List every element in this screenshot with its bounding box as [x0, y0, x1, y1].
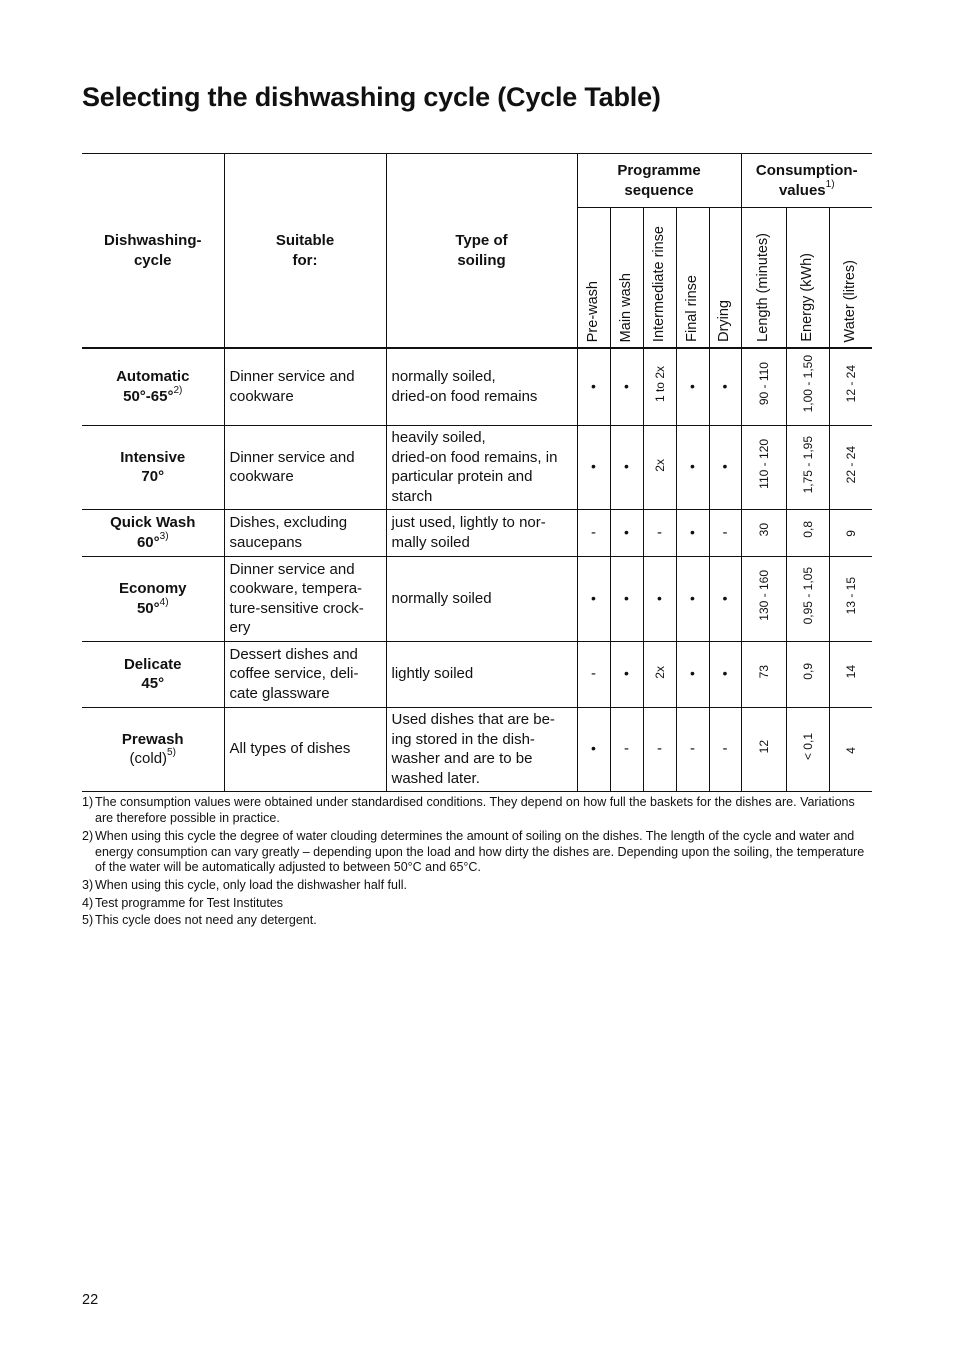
col-drying-label: Drying: [716, 300, 733, 342]
soiling-cell: [386, 348, 577, 425]
soiling-cell: [386, 641, 577, 707]
intermediate-value: •: [657, 589, 662, 606]
cycle-name-cell: [82, 556, 224, 641]
prewash-cell: [577, 556, 610, 641]
cycle-table: [82, 153, 872, 792]
col-water-label: Water (litres): [842, 259, 858, 342]
col-prewash-label: Pre-wash: [584, 280, 601, 342]
suitable-cell-text: All types of dishes: [229, 740, 351, 758]
header-consumption-group: [741, 154, 872, 208]
energy-value: 0,8: [800, 521, 815, 539]
energy-cell: [786, 425, 829, 509]
col-finalrinse-label: Final rinse: [683, 275, 700, 342]
cycle-temperature: 50°-65°: [123, 387, 174, 405]
cycle-temperature: 50°: [136, 599, 160, 617]
suitable-cell: [224, 509, 386, 556]
cycle-temperature: 60°: [136, 533, 160, 551]
finalrinse-value: •: [690, 523, 695, 540]
suitable-cell-text: Dinner service and cookware: [229, 448, 355, 485]
col-mainwash-label: Main wash: [617, 272, 634, 342]
drying-value: -: [722, 740, 728, 758]
prewash-value: •: [591, 378, 596, 394]
finalrinse-value: •: [690, 458, 695, 475]
water-value: 22 - 24: [843, 445, 858, 483]
prewash-value: •: [591, 458, 596, 475]
header-cycle-label: Dishwashing- cycle: [103, 232, 202, 269]
length-cell: [741, 509, 786, 556]
col-intermediate: [643, 208, 676, 349]
table-row: [82, 641, 872, 707]
drying-cell: [709, 556, 741, 641]
col-intermediate-label: Intermediate rinse: [650, 225, 667, 342]
length-value: 30: [756, 523, 771, 537]
suitable-cell-text: Dessert dishes and coffee service, deli- cate glassware: [229, 645, 359, 702]
water-cell: [829, 425, 872, 509]
cycle-name: Prewash: [121, 730, 184, 748]
energy-value: 0,95 - 1,05: [800, 567, 815, 625]
header-sequence-group: [577, 154, 741, 208]
length-value: 110 - 120: [756, 439, 771, 490]
drying-cell: [709, 348, 741, 425]
finalrinse-cell: [676, 641, 709, 707]
intermediate-value: -: [657, 740, 662, 758]
finalrinse-cell: [676, 509, 709, 556]
water-cell: [829, 641, 872, 707]
prewash-cell: [577, 707, 610, 791]
mainwash-value: -: [624, 740, 629, 758]
energy-cell: [786, 509, 829, 556]
cycle-name-cell: [82, 509, 224, 556]
suitable-cell-text: Dinner service and cookware, tempera- ture-sensitive crock- ery: [229, 560, 364, 636]
footnote-text: This cycle does not need any detergent.: [95, 913, 317, 927]
footnote-number: 1): [82, 795, 94, 809]
length-value: 73: [756, 664, 771, 679]
drying-value: •: [722, 458, 728, 475]
water-value: 13 - 15: [843, 577, 858, 615]
header-sequence-label: Programme sequence: [617, 162, 701, 199]
intermediate-cell: [643, 509, 676, 556]
footnote-number: 3): [82, 878, 94, 892]
soiling-cell-text: Used dishes that are be- ing stored in the dish- washer and are to be washed later.: [391, 711, 555, 787]
water-value: 14: [843, 664, 858, 679]
page-number: 22: [82, 1292, 99, 1308]
mainwash-cell: [610, 556, 643, 641]
water-value: 4: [843, 746, 858, 754]
drying-value: -: [722, 523, 728, 541]
soiling-cell: [386, 425, 577, 509]
intermediate-value: 2x: [652, 458, 667, 472]
soiling-cell: [386, 509, 577, 556]
header-suitable-label: Suitable for:: [275, 232, 335, 269]
drying-cell: [709, 509, 741, 556]
energy-value: 0,9: [800, 662, 815, 680]
soiling-cell: [386, 556, 577, 641]
energy-cell: [786, 707, 829, 791]
finalrinse-value: -: [690, 740, 695, 758]
finalrinse-cell: [676, 425, 709, 509]
intermediate-cell: [643, 707, 676, 791]
length-cell: [741, 641, 786, 707]
finalrinse-cell: [676, 707, 709, 791]
cycle-temperature: (cold): [129, 750, 168, 767]
footnote: [82, 795, 874, 826]
footnote-ref: 3): [159, 530, 169, 542]
mainwash-cell: [610, 509, 643, 556]
intermediate-value: 2x: [652, 665, 667, 679]
prewash-value: -: [591, 523, 596, 541]
intermediate-cell: [643, 348, 676, 425]
soiling-cell-text: just used, lightly to nor- mally soiled: [391, 514, 546, 551]
footnote-text: When using this cycle the degree of water clouding determines the amount of soiling on the dishes. The length of the cycle and water and energy consumption can vary greatly – depending upon the load and how dirty the dishes are. Depending upon the soiling, the temperature of the water will be automatically adjusted to between 50°C and 65°C.: [95, 829, 865, 875]
mainwash-cell: [610, 707, 643, 791]
water-cell: [829, 509, 872, 556]
col-length-label: Length (minutes): [754, 233, 771, 342]
cycle-name: Economy: [118, 580, 187, 597]
drying-value: •: [722, 378, 728, 394]
drying-value: •: [722, 665, 728, 682]
suitable-cell-text: Dishes, excluding saucepans: [229, 514, 348, 551]
footnote: [82, 829, 874, 876]
footnote-number: 2): [82, 829, 94, 843]
mainwash-value: •: [624, 378, 629, 394]
col-length: [741, 208, 786, 349]
footnote: [82, 878, 874, 894]
cycle-temperature: 70°: [141, 468, 165, 485]
energy-value: < 0,1: [800, 732, 815, 760]
finalrinse-value: •: [690, 665, 695, 682]
footnote-number: 5): [82, 913, 94, 927]
intermediate-cell: [643, 556, 676, 641]
cycle-name: Delicate: [123, 655, 182, 673]
header-consumption-footnote-ref: 1): [825, 178, 835, 190]
length-value: 90 - 110: [756, 362, 771, 406]
mainwash-cell: [610, 425, 643, 509]
water-cell: [829, 556, 872, 641]
soiling-cell: [386, 707, 577, 791]
table-row: [82, 556, 872, 641]
cycle-name: Quick Wash: [110, 514, 196, 531]
footnote: [82, 913, 874, 929]
finalrinse-cell: [676, 348, 709, 425]
soiling-cell-text: normally soiled: [391, 589, 492, 607]
finalrinse-value: •: [690, 589, 695, 606]
intermediate-cell: [643, 425, 676, 509]
cycle-table-body: [82, 348, 872, 791]
soiling-cell-text: heavily soiled, dried-on food remains, in particular protein and starch: [391, 429, 558, 505]
cycle-name-cell: [82, 707, 224, 791]
table-row: [82, 707, 872, 791]
prewash-cell: [577, 425, 610, 509]
cycle-name: Intensive: [120, 448, 186, 466]
energy-value: 1,00 - 1,50: [800, 355, 815, 413]
mainwash-value: •: [624, 665, 629, 682]
drying-value: •: [722, 589, 728, 606]
suitable-cell: [224, 707, 386, 791]
cycle-name-cell: [82, 425, 224, 509]
mainwash-value: •: [624, 589, 629, 606]
prewash-value: •: [591, 589, 596, 606]
cycle-name: Automatic: [116, 368, 190, 386]
footnote: [82, 896, 874, 912]
col-energy-label: Energy (kWh): [798, 253, 815, 342]
suitable-cell: [224, 348, 386, 425]
footnote-ref: 5): [167, 747, 176, 758]
col-water: [829, 208, 872, 349]
mainwash-value: •: [624, 458, 629, 475]
length-value: 12: [756, 739, 771, 754]
prewash-cell: [577, 348, 610, 425]
cycle-name-cell: [82, 641, 224, 707]
finalrinse-cell: [676, 556, 709, 641]
page-title: Selecting the dishwashing cycle (Cycle Table): [82, 82, 661, 112]
intermediate-value: 1 to 2x: [652, 365, 667, 403]
prewash-value: -: [591, 665, 596, 683]
intermediate-cell: [643, 641, 676, 707]
energy-cell: [786, 556, 829, 641]
prewash-value: •: [591, 740, 596, 757]
footnote-text: Test programme for Test Institutes: [95, 896, 284, 910]
footnote-text: When using this cycle, only load the dishwasher half full.: [95, 878, 407, 892]
header-consumption-label: Consumption- values: [755, 162, 858, 199]
suitable-cell: [224, 641, 386, 707]
energy-cell: [786, 348, 829, 425]
water-value: 9: [843, 530, 858, 537]
mainwash-cell: [610, 348, 643, 425]
soiling-cell-text: normally soiled, dried-on food remains: [391, 368, 538, 405]
water-cell: [829, 707, 872, 791]
cycle-name-cell: [82, 348, 224, 425]
length-cell: [741, 348, 786, 425]
col-energy: [786, 208, 829, 349]
water-cell: [829, 348, 872, 425]
length-cell: [741, 707, 786, 791]
mainwash-cell: [610, 641, 643, 707]
footnote-text: The consumption values were obtained under standardised conditions. They depend on how full the baskets for the dishes are. Variations are therefore possible in practice.: [95, 795, 855, 825]
soiling-cell-text: lightly soiled: [391, 665, 474, 683]
suitable-cell-text: Dinner service and cookware: [229, 368, 355, 405]
footnote-ref: 2): [173, 384, 183, 396]
suitable-cell: [224, 425, 386, 509]
table-row: [82, 509, 872, 556]
header-suitable: [224, 154, 386, 349]
length-cell: [741, 425, 786, 509]
footnote-number: 4): [82, 896, 94, 910]
col-prewash: [577, 208, 610, 349]
mainwash-value: •: [624, 523, 629, 540]
drying-cell: [709, 425, 741, 509]
length-cell: [741, 556, 786, 641]
prewash-cell: [577, 509, 610, 556]
col-drying: [709, 208, 741, 349]
header-soiling-label: Type of soiling: [455, 232, 508, 269]
drying-cell: [709, 707, 741, 791]
header-soiling: [386, 154, 577, 349]
energy-cell: [786, 641, 829, 707]
table-row: [82, 348, 872, 425]
energy-value: 1,75 - 1,95: [800, 435, 815, 493]
cycle-temperature: 45°: [141, 675, 165, 692]
suitable-cell: [224, 556, 386, 641]
header-cycle: [82, 154, 224, 349]
length-value: 130 - 160: [756, 570, 771, 622]
table-row: [82, 425, 872, 509]
col-finalrinse: [676, 208, 709, 349]
finalrinse-value: •: [690, 378, 695, 394]
drying-cell: [709, 641, 741, 707]
footnote-ref: 4): [159, 596, 169, 608]
prewash-cell: [577, 641, 610, 707]
col-mainwash: [610, 208, 643, 349]
intermediate-value: -: [657, 523, 662, 541]
water-value: 12 - 24: [843, 365, 858, 403]
